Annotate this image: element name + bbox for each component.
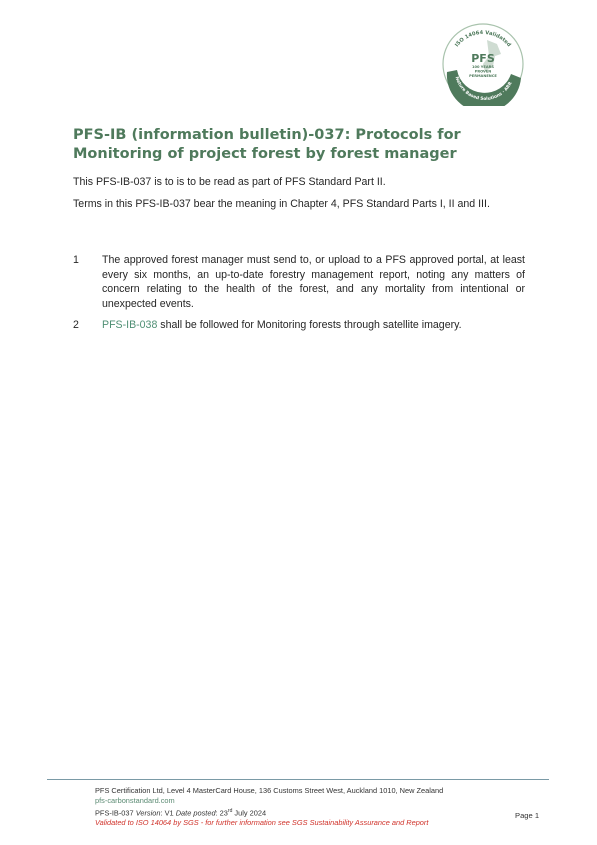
footer-date-rest: July 2024: [234, 808, 267, 818]
seal-center-text: PFS: [471, 52, 495, 65]
footer-date-suffix: rd: [227, 808, 233, 814]
numbered-list: [73, 253, 525, 340]
footer-doc-id: PFS-IB-037: [95, 808, 134, 818]
pfs-ib-038-link[interactable]: PFS-IB-038: [102, 319, 158, 331]
footer-website-link[interactable]: pfs-carbonstandard.com: [95, 796, 175, 805]
terms-paragraph: Terms in this PFS-IB-037 bear the meaning in Chapter 4, PFS Standard Parts I, II and III.: [73, 198, 490, 210]
seal-line-2: PROVEN: [474, 69, 492, 74]
footer-version-label: Version: [135, 808, 161, 818]
seal-band-text: Nature Based Solutions · ARR: [453, 76, 514, 102]
list-item-number: 2: [73, 319, 79, 331]
svg-text:ISO 14064 Validated: [454, 30, 512, 48]
footer: [95, 786, 515, 828]
seal-ring-text: ISO 14064 Validated: [454, 29, 512, 49]
list-item: [73, 318, 525, 333]
footer-date-label: Date posted: [175, 808, 216, 818]
page-number: Page 1: [515, 811, 540, 820]
list-item-text-rest: shall be followed for Monitoring forests through satellite imagery.: [157, 319, 462, 331]
footer-address: PFS Certification Ltd, Level 4 MasterCard House, 136 Customs Street West, Auckland 1010, New Zealand: [95, 786, 444, 795]
footer-validation-notice: Validated to ISO 14064 by SGS - for further information see SGS Sustainability Assurance and Report: [95, 818, 429, 828]
footer-date-day: 23: [219, 808, 228, 818]
footer-version: V1: [164, 808, 174, 818]
document-title: PFS-IB (information bulletin)-037: Protocols for Monitoring of project forest by forest manager: [73, 127, 461, 162]
seal-line-1: 100 YEARS: [472, 65, 494, 69]
list-item-number: 1: [73, 254, 79, 266]
list-item-text: [102, 318, 525, 333]
seal-line-3: PERMANENCE: [469, 74, 497, 78]
footer-doc-info: PFS-IB-037 Version: V1 Date posted: 23rd July 2024: [95, 808, 267, 818]
intro-paragraph: This PFS-IB-037 is to is to be read as part of PFS Standard Part II.: [73, 176, 386, 188]
list-item: [73, 253, 525, 311]
iso-validated-seal-logo: [441, 22, 525, 106]
list-item-text: The approved forest manager must send to, or upload to a PFS approved portal, at least every six months, an up-to-date forestry management report, noting any matters of concern relating to the health of the forest, and any mortality from intentional or unexpected events.: [102, 254, 525, 310]
footer-divider: [47, 779, 549, 780]
